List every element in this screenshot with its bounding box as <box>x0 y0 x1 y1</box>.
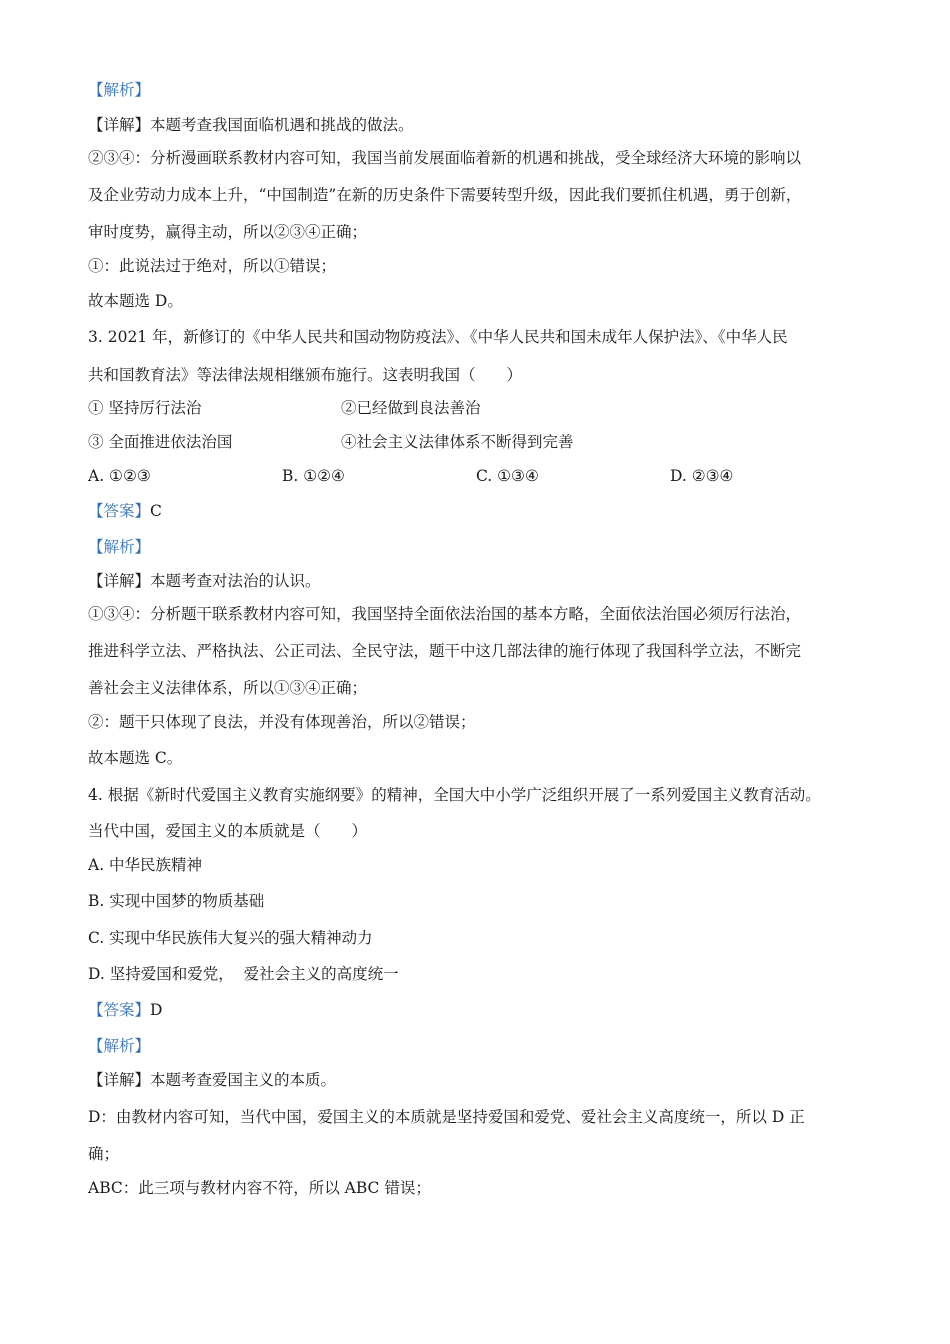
detail-line <box>88 115 414 135</box>
wrong-option-explanation: ABC：此三项与教材内容不符，所以 ABC 错误； <box>88 1179 431 1197</box>
analysis-paragraph-line: 确； <box>88 1145 120 1163</box>
statement-item: ① 坚持厉行法治 <box>88 399 202 417</box>
analysis-tag: 【解析】 <box>88 1037 151 1055</box>
detail-text: 本题考查对法治的认识。 <box>150 572 321 590</box>
analysis-paragraph-line: 及企业劳动力成本上升，“中国制造”在新的历史条件下需要转型升级，因此我们要抓住机遇，勇于创新， <box>88 186 802 204</box>
analysis-paragraph-line: 推进科学立法、严格执法、公正司法、全民守法，题干中这几部法律的施行体现了我国科学立法，不断完 <box>88 642 802 660</box>
conclusion-line: 故本题选 C。 <box>88 749 183 767</box>
wrong-option-explanation: ②：题干只体现了良法，并没有体现善治，所以②错误； <box>88 713 476 731</box>
detail-line <box>88 571 321 591</box>
detail-text: 本题考查我国面临机遇和挑战的做法。 <box>150 116 414 134</box>
analysis-tag: 【解析】 <box>88 538 151 556</box>
answer-line <box>88 1000 162 1020</box>
detail-line <box>88 1070 336 1090</box>
option-c: C. 实现中华民族伟大复兴的强大精神动力 <box>88 929 373 947</box>
analysis-paragraph-line: ②③④：分析漫画联系教材内容可知，我国当前发展面临着新的机遇和挑战，受全球经济大环境的影响以 <box>88 149 802 167</box>
option-b: B. 实现中国梦的物质基础 <box>88 892 265 910</box>
analysis-paragraph-line: 审时度势，赢得主动，所以②③④正确； <box>88 223 368 241</box>
analysis-paragraph-line: 善社会主义法律体系，所以①③④正确； <box>88 679 368 697</box>
statement-item: ②已经做到良法善治 <box>341 399 481 417</box>
answer-tag: 【答案】 <box>88 1001 151 1019</box>
statement-item: ④社会主义法律体系不断得到完善 <box>341 433 574 451</box>
option-b: B. ①②④ <box>282 467 345 485</box>
wrong-option-explanation: ①：此说法过于绝对，所以①错误； <box>88 257 337 275</box>
analysis-paragraph-line: D：由教材内容可知，当代中国，爱国主义的本质就是坚持爱国和爱党、爱社会主义高度统一，所以 D 正 <box>88 1108 805 1126</box>
answer-line <box>88 501 162 521</box>
answer-tag: 【答案】 <box>88 502 151 520</box>
option-d: D. 坚持爱国和爱党， 爱社会主义的高度统一 <box>88 965 399 983</box>
conclusion-line: 故本题选 D。 <box>88 292 183 310</box>
question-stem: 4. 根据《新时代爱国主义教育实施纲要》的精神，全国大中小学广泛组织开展了一系列爱国主义教育活动。 <box>88 786 821 804</box>
detail-tag: 【详解】 <box>88 572 151 590</box>
detail-tag: 【详解】 <box>88 116 151 134</box>
answer-value: D <box>150 1001 163 1019</box>
analysis-tag: 【解析】 <box>88 81 151 99</box>
statement-item: ③ 全面推进依法治国 <box>88 433 233 451</box>
detail-tag: 【详解】 <box>88 1071 151 1089</box>
question-stem: 3. 2021 年，新修订的《中华人民共和国动物防疫法》、《中华人民共和国未成年人保护法》、《中华人民 <box>88 328 788 346</box>
analysis-paragraph-line: ①③④：分析题干联系教材内容可知，我国坚持全面依法治国的基本方略，全面依法治国必须厉行法治， <box>88 605 802 623</box>
option-a: A. 中华民族精神 <box>88 856 203 874</box>
question-stem: 共和国教育法》等法律法规相继颁布施行。这表明我国（ ） <box>88 366 523 384</box>
detail-text: 本题考查爱国主义的本质。 <box>150 1071 337 1089</box>
option-c: C. ①③④ <box>476 467 539 485</box>
option-d: D. ②③④ <box>670 467 734 485</box>
option-a: A. ①②③ <box>88 467 151 485</box>
answer-value: C <box>150 502 162 520</box>
question-stem: 当代中国，爱国主义的本质就是（ ） <box>88 822 368 840</box>
